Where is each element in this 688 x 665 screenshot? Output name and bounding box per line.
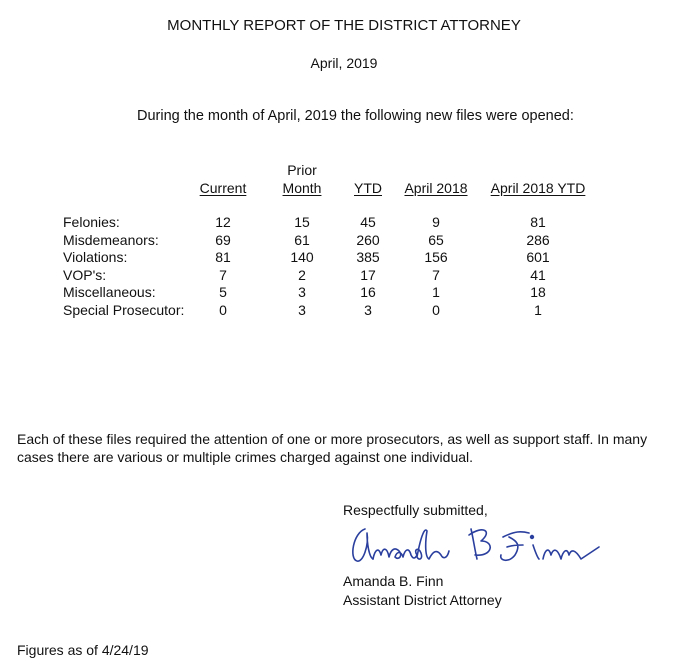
cell-ytd: 17	[360, 266, 376, 283]
row-label: Violations:	[63, 249, 128, 265]
header-ytd: YTD	[354, 180, 382, 196]
cell-current: 69	[215, 231, 231, 248]
cell-april-2018-ytd: 601	[526, 249, 550, 265]
cell-prior-month: 61	[294, 231, 310, 248]
cell-ytd: 3	[364, 301, 372, 318]
signer-title: Assistant District Attorney	[343, 592, 502, 608]
cell-ytd: 260	[356, 231, 380, 248]
body-paragraph: Each of these files required the attention of one or more prosecutors, as well as support staff. In many cases there are various or multiple crimes charged against one individual.	[17, 431, 648, 465]
cell-prior-month: 2	[298, 266, 306, 283]
cell-april-2018: 65	[428, 231, 444, 248]
cell-current: 0	[219, 301, 227, 318]
closing-salutation: Respectfully submitted,	[343, 502, 488, 518]
cell-ytd: 16	[360, 284, 376, 300]
cell-ytd: 385	[356, 249, 380, 265]
cell-current: 12	[215, 214, 231, 230]
cell-april-2018-ytd: 18	[530, 284, 546, 300]
cell-april-2018: 7	[432, 266, 440, 283]
intro-text: During the month of April, 2019 the following new files were opened:	[137, 108, 574, 124]
header-current: Current	[199, 180, 247, 196]
cell-april-2018-ytd: 81	[530, 214, 546, 230]
cell-current: 7	[219, 266, 227, 283]
report-title: MONTHLY REPORT OF THE DISTRICT ATTORNEY	[167, 17, 521, 34]
footnote: Figures as of 4/24/19	[17, 642, 149, 658]
cell-prior-month: 15	[294, 214, 310, 230]
cell-april-2018-ytd: 1	[534, 301, 542, 318]
row-label: Felonies:	[63, 214, 120, 230]
signer-name: Amanda B. Finn	[343, 573, 444, 589]
report-date: April, 2019	[310, 55, 378, 71]
cell-current: 5	[219, 284, 227, 300]
header-prior-line2: Month	[282, 180, 322, 196]
cell-prior-month: 140	[290, 249, 314, 265]
row-label: Misdemeanors:	[63, 231, 159, 248]
header-prior-line1: Prior	[287, 162, 317, 178]
cell-april-2018: 1	[432, 284, 440, 300]
cell-current: 81	[215, 249, 231, 265]
cell-prior-month: 3	[298, 284, 306, 300]
signature-image	[343, 515, 623, 575]
cell-april-2018: 156	[424, 249, 448, 265]
cell-ytd: 45	[360, 214, 376, 230]
row-label: Special Prosecutor:	[63, 301, 185, 318]
cell-prior-month: 3	[298, 301, 306, 318]
cell-april-2018-ytd: 41	[530, 266, 546, 283]
cell-april-2018: 9	[432, 214, 440, 230]
row-label: VOP's:	[63, 266, 107, 283]
row-label: Miscellaneous:	[63, 284, 156, 300]
cell-april-2018: 0	[432, 301, 440, 318]
cell-april-2018-ytd: 286	[526, 231, 550, 248]
header-april-2018: April 2018	[404, 180, 468, 196]
header-april-2018-ytd: April 2018 YTD	[490, 180, 586, 196]
